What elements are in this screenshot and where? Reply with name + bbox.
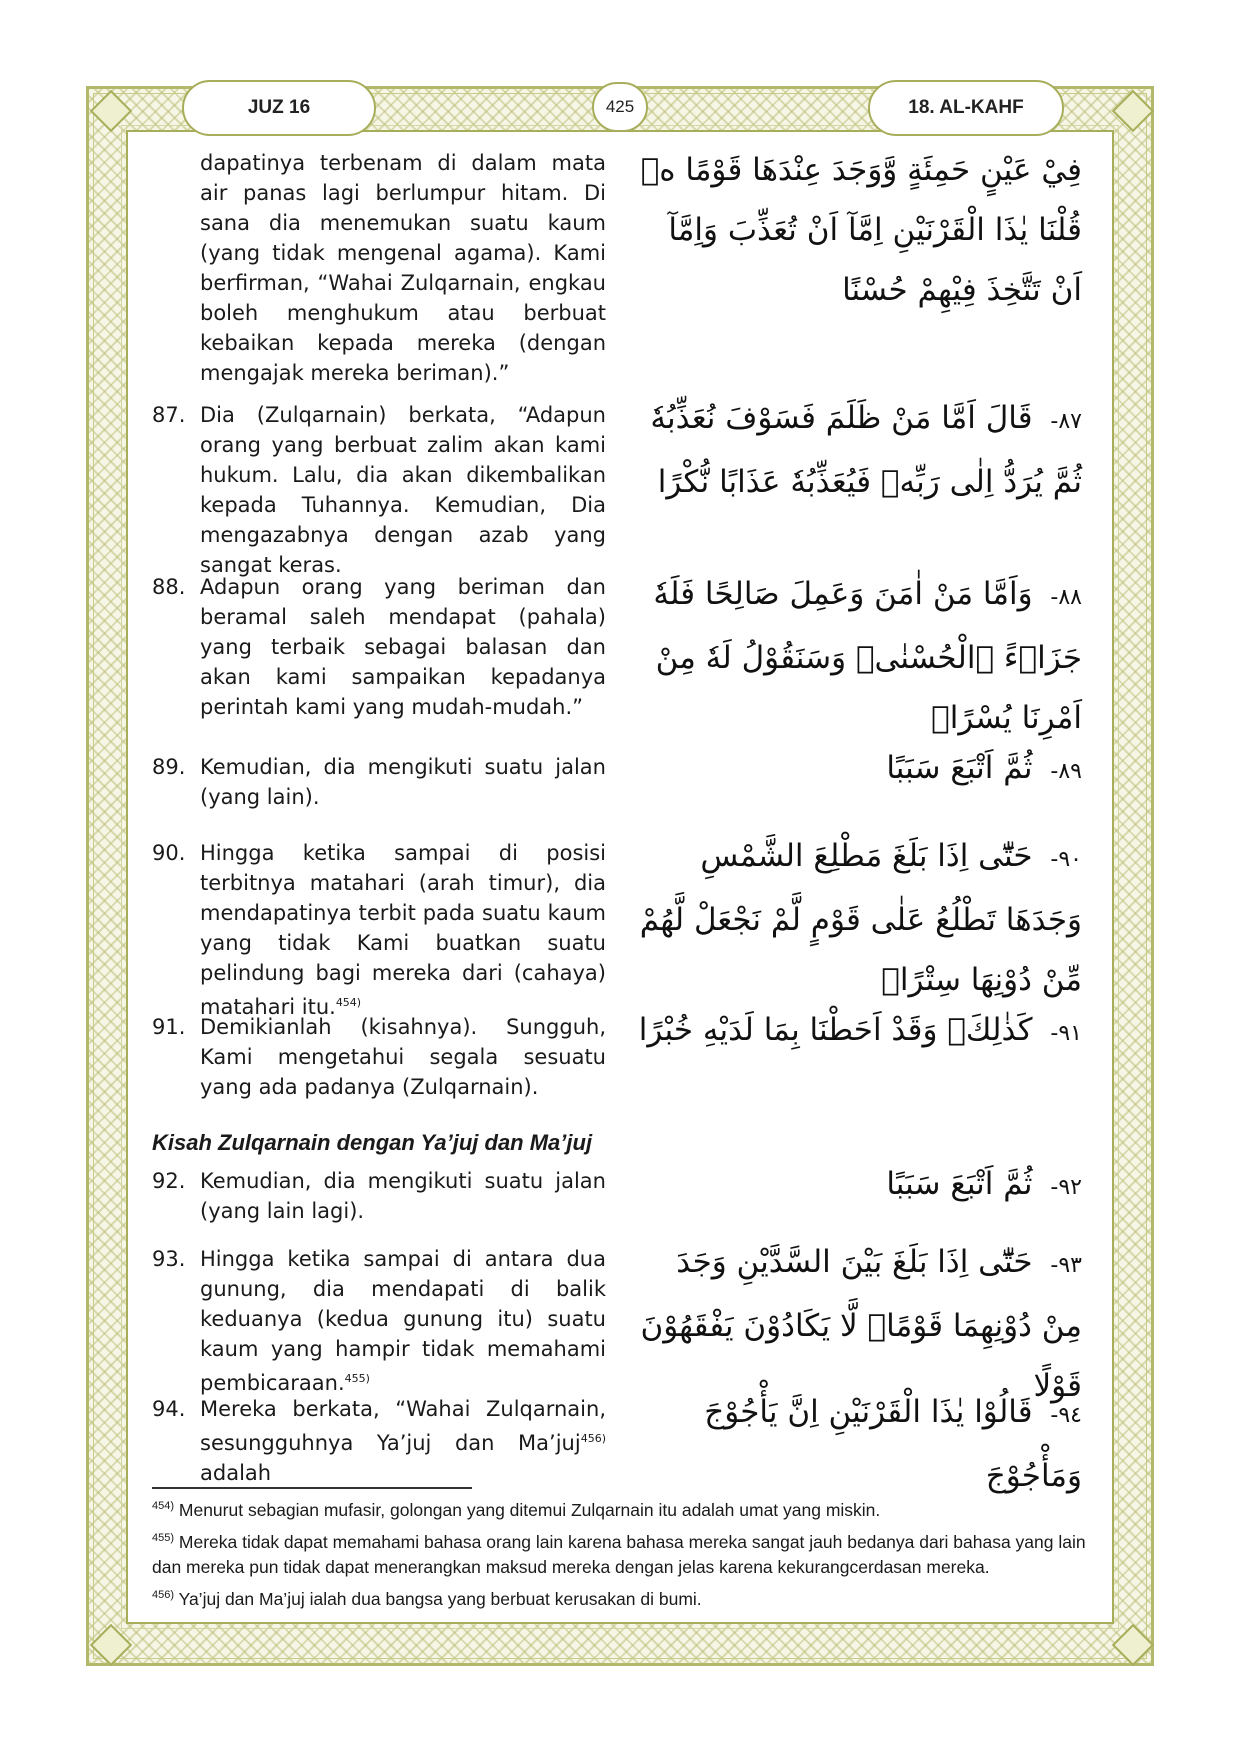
footnote-text: Ya’juj dan Ma’juj ialah dua bangsa yang berbuat kerusakan di bumi.	[174, 1588, 702, 1609]
arabic-text: ثُمَّ اَتْبَعَ سَبَبًا	[886, 750, 1033, 786]
translation-text-body: Mereka berkata, “Wahai Zulqarnain, sesungguhnya Ya’juj dan Ma’juj	[200, 1397, 606, 1455]
arabic-verse-number: ٩٤-	[1050, 1403, 1082, 1428]
translation-text: Kemudian, dia mengikuti suatu jalan (yang lain).	[200, 755, 606, 809]
surah-label: 18. AL-KAHF	[868, 80, 1064, 136]
verse-number: 94.	[152, 1397, 186, 1421]
verse-arabic	[632, 738, 1082, 802]
verse-translation	[152, 1166, 606, 1226]
translation-text: Demikianlah (kisahnya). Sungguh, Kami mengetahui segala sesuatu yang ada padanya (Zulqarnain).	[200, 1015, 606, 1099]
verse-number: 89.	[152, 755, 186, 779]
verse-arabic	[632, 564, 1082, 748]
juz-label: JUZ 16	[182, 80, 376, 136]
verse-translation	[152, 400, 606, 580]
verse-number: 91.	[152, 1015, 186, 1039]
verse-number: 93.	[152, 1247, 186, 1271]
verse-arabic	[632, 826, 1082, 1010]
arabic-verse-number: ٨٧-	[1050, 409, 1082, 434]
arabic-verse-number: ٩١-	[1050, 1021, 1082, 1046]
footnote-text: Menurut sebagian mufasir, golongan yang ditemui Zulqarnain itu adalah umat yang miskin.	[174, 1499, 881, 1520]
verse-translation	[152, 1244, 606, 1398]
verse-translation	[152, 838, 606, 1022]
verse-arabic	[632, 1000, 1082, 1064]
footnote-ref[interactable]: 456)	[580, 1432, 606, 1445]
translation-text: Kemudian, dia mengikuti suatu jalan (yang lain lagi).	[200, 1169, 606, 1223]
footnotes	[152, 1494, 1092, 1614]
verse-arabic	[632, 1382, 1082, 1506]
translation-text: Adapun orang yang beriman dan beramal saleh mendapat (pahala) yang terbaik sebagai balasan dan akan kami sampaikan kepadanya perintah kami yang mudah-mudah.”	[200, 575, 606, 719]
arabic-text: كَذٰلِكَۗ وَقَدْ اَحَطْنَا بِمَا لَدَيْهِ خُبْرًا	[638, 1012, 1033, 1048]
translation-text-body: Hingga ketika sampai di posisi terbitnya matahari (arah timur), dia mendapatinya terbit pada suatu kaum yang tidak Kami buatkan suatu pelindung bagi mereka dari (cahaya) matahari itu.	[200, 841, 606, 1019]
translation-text-tail: adalah	[200, 1461, 272, 1485]
translation-text	[200, 1394, 606, 1488]
footnote-divider	[152, 1487, 472, 1489]
translation-text	[200, 838, 606, 1022]
arabic-verse-number: ٩٣-	[1050, 1253, 1082, 1278]
footnote-number: 454)	[152, 1500, 175, 1512]
section-subheading: Kisah Zulqarnain dengan Ya’juj dan Ma’juj	[152, 1130, 593, 1155]
arabic-verse-number: ٩٢-	[1050, 1175, 1082, 1200]
arabic-text: حَتّٰٓى اِذَا بَلَغَ مَطْلِعَ الشَّمْسِ وَجَدَهَا تَطْلُعُ عَلٰى قَوْمٍ لَّمْ نَجْعَلْ لَّهُمْ مِّنْ دُوْنِهَا سِتْرًاۙ	[639, 838, 1082, 998]
verse-number: 90.	[152, 841, 186, 865]
arabic-verse-number: ٨٨-	[1050, 585, 1082, 610]
arabic-text: ثُمَّ اَتْبَعَ سَبَبًا	[886, 1166, 1033, 1202]
verse-translation	[152, 752, 606, 812]
footnote-number: 456)	[152, 1588, 175, 1601]
footnote-ref[interactable]: 455)	[344, 1372, 370, 1385]
arabic-text: وَاَمَّا مَنْ اٰمَنَ وَعَمِلَ صَالِحًا فَلَهٗ جَزَاۤءً ۨالْحُسْنٰىۚ وَسَنَقُوْلُ لَهٗ مِنْ اَمْرِنَا يُسْرًاۗ	[653, 576, 1082, 736]
arabic-text: فِيْ عَيْنٍ حَمِئَةٍ وَّوَجَدَ عِنْدَهَا قَوْمًا ەۗ قُلْنَا يٰذَا الْقَرْنَيْنِ اِمَّآ اَنْ تُعَذِّبَ وَاِمَّآ اَنْ تَتَّخِذَ فِيْهِمْ حُسْنًا	[640, 152, 1082, 308]
verse-arabic	[632, 1154, 1082, 1218]
verse-arabic	[632, 388, 1082, 512]
verse-translation	[152, 1012, 606, 1102]
translation-text: dapatinya terbenam di dalam mata air panas lagi berlumpur hitam. Di sana dia menemukan suatu kaum (yang tidak mengenal agama). Kami berfirman, “Wahai Zulqarnain, engkau boleh menghukum atau berbuat kebaikan kepada mereka (dengan mengajak mereka beriman).”	[200, 151, 606, 385]
footnote-text: Mereka tidak dapat memahami bahasa orang lain karena bahasa mereka sangat jauh bedanya dari bahasa yang lain dan mereka pun tidak dapat menerangkan maksud mereka dengan jelas karena kekurangcerdasan mereka.	[152, 1531, 1086, 1577]
footnote	[152, 1583, 1092, 1612]
verse-number: 92.	[152, 1169, 186, 1193]
footnote-ref[interactable]: 454)	[335, 996, 362, 1009]
page-number: 425	[592, 82, 648, 132]
verse-arabic	[632, 140, 1082, 320]
arabic-text: قَالُوْا يٰذَا الْقَرْنَيْنِ اِنَّ يَأْجُوْجَ وَمَأْجُوْجَ	[704, 1394, 1082, 1494]
verse-translation	[152, 1394, 606, 1488]
verse-translation	[152, 572, 606, 722]
arabic-verse-number: ٩٠-	[1050, 847, 1082, 872]
footnote	[152, 1526, 1092, 1580]
translation-text: Dia (Zulqarnain) berkata, “Adapun orang yang berbuat zalim akan kami hukum. Lalu, dia akan dikembalikan kepada Tuhannya. Kemudian, Dia mengazabnya dengan azab yang sangat keras.	[200, 403, 606, 577]
arabic-text: قَالَ اَمَّا مَنْ ظَلَمَ فَسَوْفَ نُعَذِّبُهٗ ثُمَّ يُرَدُّ اِلٰى رَبِّهٖ فَيُعَذِّبُهٗ عَذَابًا نُّكْرًا	[650, 400, 1082, 500]
translation-text-body: Hingga ketika sampai di antara dua gunung, dia mendapati di balik keduanya (kedua gunung itu) suatu kaum yang hampir tidak memahami pembicaraan.	[200, 1247, 606, 1395]
verse-number: 88.	[152, 575, 186, 599]
translation-text	[200, 1244, 606, 1398]
verse-number: 87.	[152, 403, 186, 427]
footnote-number: 455)	[152, 1531, 175, 1544]
arabic-verse-number: ٨٩-	[1050, 759, 1082, 784]
footnote	[152, 1494, 1092, 1523]
arabic-text: حَتّٰٓى اِذَا بَلَغَ بَيْنَ السَّدَّيْنِ وَجَدَ مِنْ دُوْنِهِمَا قَوْمًاۙ لَّا يَكَادُوْنَ يَفْقَهُوْنَ قَوْلًا	[640, 1244, 1082, 1404]
verse-translation	[152, 148, 606, 388]
